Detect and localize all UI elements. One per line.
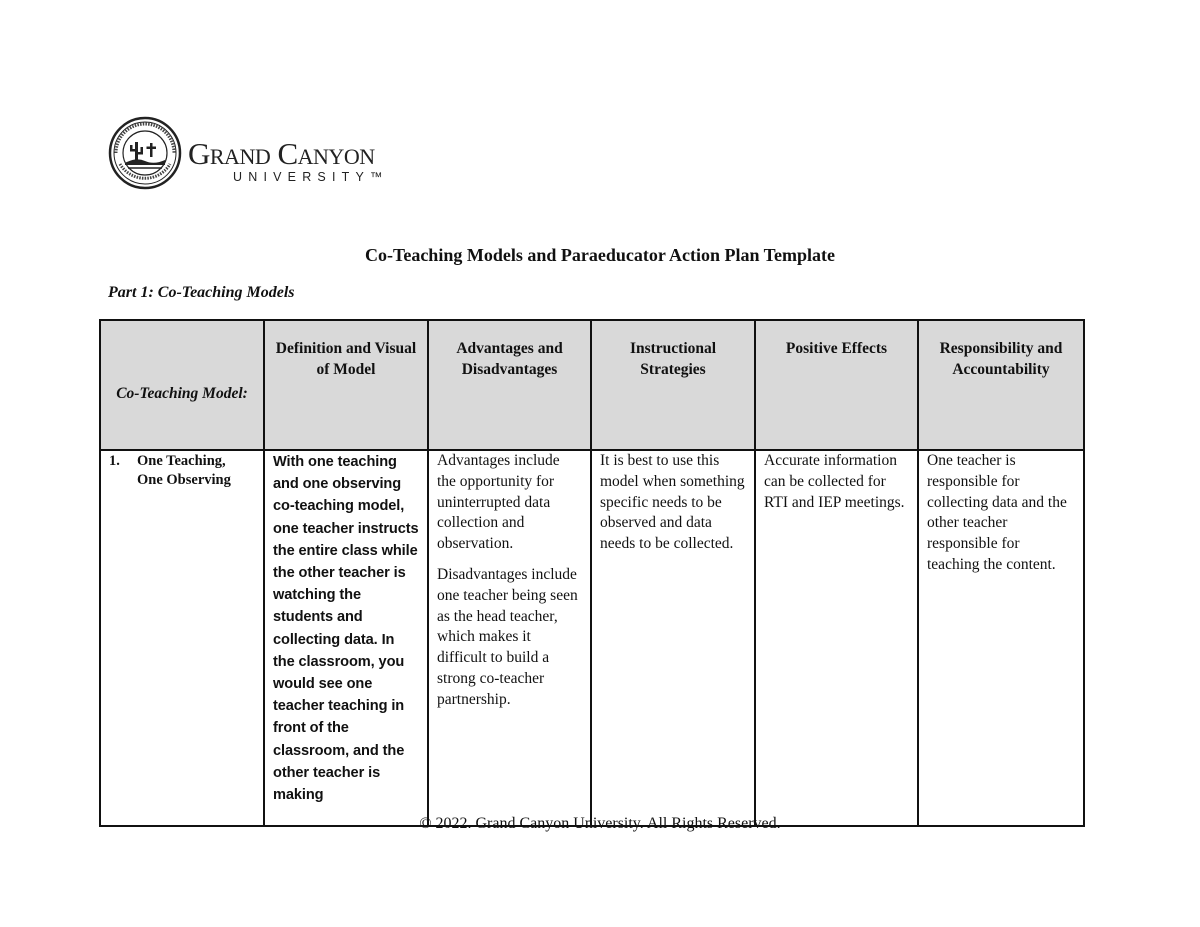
university-seal-icon — [108, 116, 182, 190]
effects-cell — [755, 450, 918, 826]
definition-cell — [264, 450, 428, 826]
university-name: Grand Canyon — [188, 136, 375, 171]
document-title: Co-Teaching Models and Paraeducator Action Plan Template — [364, 245, 836, 265]
header-strategies: Instructional Strategies — [591, 320, 755, 450]
table-header-row — [100, 320, 1084, 450]
header-advantages: Advantages and Disadvantages — [428, 320, 591, 450]
advantages-cell — [428, 450, 591, 826]
definition-text: With one teaching and one observing co-teaching model, one teacher instructs the entire class while the other teacher is watching the students and collecting data. In the classroom, you would see one teacher teaching in front of the classroom, and the other teacher is making — [273, 454, 419, 804]
header-effects: Positive Effects — [755, 320, 918, 450]
header-model: Co-Teaching Model: — [100, 320, 264, 450]
copyright-footer: © 2022. Grand Canyon University. All Rights Reserved. — [419, 815, 781, 832]
advantages-text: Advantages include the opportunity for uninterrupted data collection and observation. — [437, 452, 560, 553]
model-name: One Teaching, One Observing — [137, 453, 231, 488]
strategies-cell — [591, 450, 755, 826]
strategies-text: It is best to use this model when something specific needs to be observed and data needs to be collected. — [600, 452, 745, 553]
header-responsibility: Responsibility and Accountability — [918, 320, 1084, 450]
disadvantages-text: Disadvantages include one teacher being seen as the head teacher, which makes it difficult to build a strong co-teacher partnership. — [437, 565, 578, 708]
model-cell — [100, 450, 264, 826]
table-row — [100, 450, 1084, 826]
header-definition: Definition and Visual of Model — [264, 320, 428, 450]
responsibility-cell — [918, 450, 1084, 826]
model-number: 1. — [109, 453, 120, 469]
co-teaching-models-table — [99, 319, 1085, 827]
part-heading: Part 1: Co-Teaching Models — [108, 284, 295, 301]
university-logo — [108, 116, 438, 190]
effects-text: Accurate information can be collected for RTI and IEP meetings. — [764, 452, 905, 511]
university-subtitle: UNIVERSITY™ — [233, 170, 389, 184]
responsibility-text: One teacher is responsible for collecting data and the other teacher responsible for teaching the content. — [927, 452, 1067, 573]
